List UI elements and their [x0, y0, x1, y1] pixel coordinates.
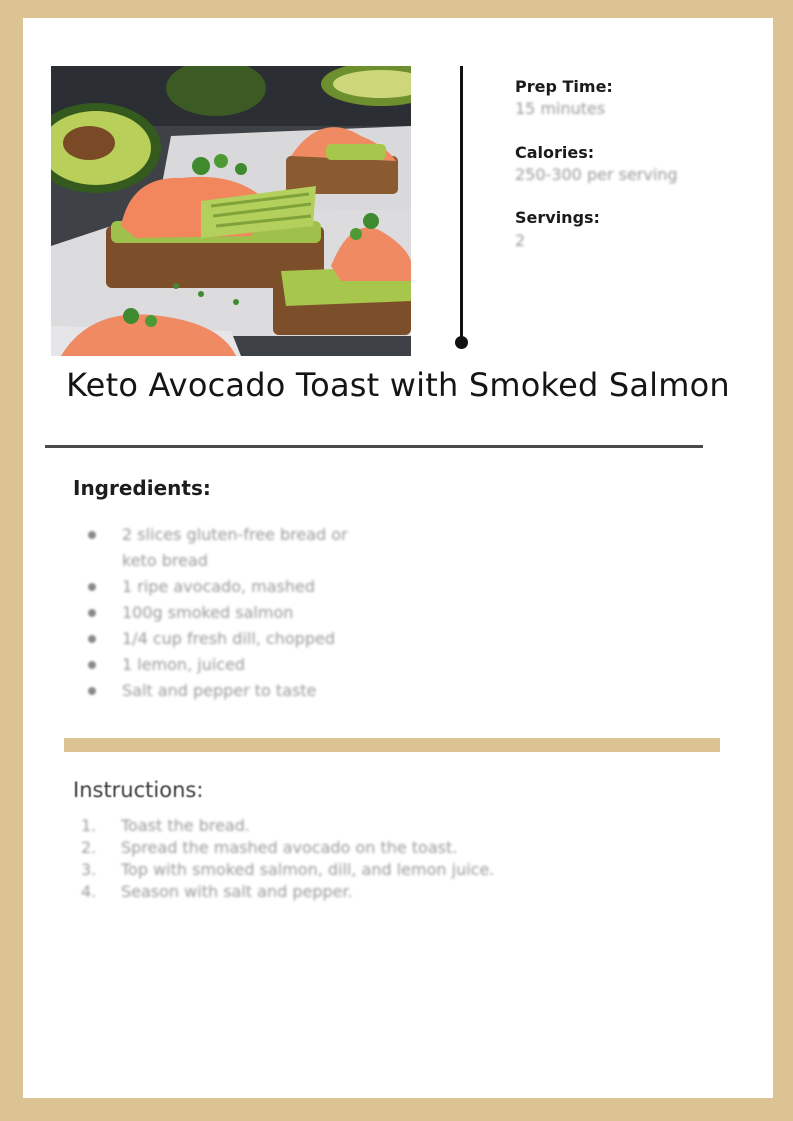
- recipe-title: Keto Avocado Toast with Smoked Salmon: [66, 366, 730, 404]
- step-number: 3.: [81, 860, 97, 879]
- step-number: 1.: [81, 816, 97, 835]
- step-text: Season with salt and pepper.: [121, 882, 353, 901]
- ingredient-item: 1 lemon, juiced: [85, 652, 425, 678]
- recipe-photo: [51, 66, 411, 356]
- step-number: 4.: [81, 882, 97, 901]
- prep-time-label: Prep Time:: [515, 77, 613, 96]
- instruction-step: [81, 881, 681, 903]
- ingredient-item: 1/4 cup fresh dill, chopped: [85, 626, 425, 652]
- accent-band: [64, 738, 720, 752]
- calories-label: Calories:: [515, 143, 595, 162]
- ingredient-item: 2 slices gluten-free bread or: [85, 522, 425, 548]
- divider-dot: [455, 336, 468, 349]
- ingredient-item: 100g smoked salmon: [85, 600, 425, 626]
- bullet-icon: [88, 635, 96, 643]
- instructions-heading: Instructions:: [73, 778, 204, 802]
- bullet-icon: [88, 609, 96, 617]
- instructions-list: [81, 815, 681, 903]
- instruction-step: [81, 815, 681, 837]
- instruction-step: [81, 859, 681, 881]
- vertical-divider: [460, 66, 463, 342]
- step-number: 2.: [81, 838, 97, 857]
- salmon-avocado-toast-image: [51, 66, 411, 356]
- bullet-icon: [88, 531, 96, 539]
- recipe-card: [23, 18, 773, 1098]
- ingredients-list: [85, 522, 425, 704]
- ingredient-item: 1 ripe avocado, mashed: [85, 574, 425, 600]
- servings-label: Servings:: [515, 208, 600, 227]
- ingredient-item: keto bread: [122, 551, 208, 570]
- bullet-icon: [88, 687, 96, 695]
- step-text: Spread the mashed avocado on the toast.: [121, 838, 458, 857]
- prep-time-value: 15 minutes: [515, 99, 606, 118]
- instruction-step: [81, 837, 681, 859]
- step-text: Toast the bread.: [121, 816, 250, 835]
- bullet-icon: [88, 583, 96, 591]
- servings-value: 2: [515, 231, 526, 250]
- ingredient-item: Salt and pepper to taste: [85, 678, 425, 704]
- bullet-icon: [88, 661, 96, 669]
- ingredients-heading: Ingredients:: [73, 476, 211, 500]
- step-text: Top with smoked salmon, dill, and lemon juice.: [121, 860, 495, 879]
- horizontal-divider: [45, 445, 703, 448]
- calories-value: 250-300 per serving: [515, 165, 678, 184]
